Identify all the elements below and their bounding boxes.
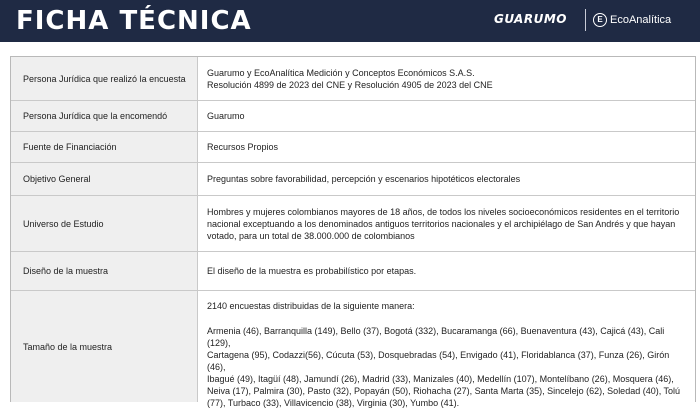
value-line: Recursos Propios <box>207 142 279 152</box>
row-value <box>207 57 687 100</box>
table-row <box>11 132 695 163</box>
value-line: Neiva (17), Palmira (30), Pasto (32), Popayán (50), Riohacha (27), Santa Marta (35), Sincelejo (62), Soledad (40), Tolú <box>207 386 681 396</box>
ecoanalitica-mark-icon: E <box>593 13 607 27</box>
row-label: Fuente de Financiación <box>11 132 198 162</box>
row-label: Persona Jurídica que la encomendó <box>11 101 198 131</box>
page-title: FICHA TÉCNICA <box>16 6 252 36</box>
value-line: El diseño de la muestra es probabilístico por etapas. <box>207 266 417 276</box>
table-row <box>11 291 695 408</box>
row-value <box>207 101 687 131</box>
value-line: Preguntas sobre favorabilidad, percepción y escenarios hipotéticos electorales <box>207 174 521 184</box>
header-bar <box>0 0 700 42</box>
ecoanalitica-name: EcoAnalítica <box>610 14 672 26</box>
table-row <box>11 252 695 291</box>
spacer <box>207 312 687 325</box>
value-line: Resolución 4899 de 2023 del CNE y Resolución 4905 de 2023 del CNE <box>207 79 493 90</box>
ecoanalitica-logo <box>593 11 671 29</box>
value-line: (77), Turbaco (33), Villavicencio (38), Virginia (30), Yumbo (41). <box>207 398 460 408</box>
row-value <box>207 196 687 251</box>
logo-divider <box>585 9 586 31</box>
sample-intro: 2140 encuestas distribuidas de la siguiente manera: <box>207 301 415 311</box>
technical-sheet-table <box>10 56 696 408</box>
value-line: Armenia (46), Barranquilla (149), Bello (37), Bogotá (332), Bucaramanga (66), Buenaventura (43), Cajicá (43), Cali (129), <box>207 326 665 348</box>
value-line: nacional exceptuando a los denominados antiguos territorios nacionales y el archipiélago de San Andrés y que hayan <box>207 218 676 229</box>
row-label: Universo de Estudio <box>11 196 198 251</box>
table-row <box>11 163 695 196</box>
value-line: Guarumo <box>207 111 245 121</box>
value-line: Hombres y mujeres colombianos mayores de 18 años, de todos los niveles socioeconómicos residentes en el territorio <box>207 206 680 217</box>
row-label: Persona Jurídica que realizó la encuesta <box>11 57 198 100</box>
value-line: Cartagena (95), Codazzi(56), Cúcuta (53), Dosquebradas (54), Envigado (41), Floridablanca (37), Funza (26), Girón (46), <box>207 350 670 372</box>
row-value <box>207 132 687 162</box>
table-row <box>11 101 695 132</box>
value-line: Ibagué (49), Itagüí (48), Jamundí (26), Madrid (33), Manizales (40), Medellín (107), Montelíbano (26), Mosquera (46), <box>207 374 674 384</box>
row-value <box>207 291 687 411</box>
table-row <box>11 57 695 101</box>
guarumo-logo: GUARUMO <box>494 12 567 26</box>
row-label: Tamaño de la muestra <box>11 291 198 402</box>
table-row <box>11 196 695 252</box>
row-label: Objetivo General <box>11 163 198 195</box>
row-label: Diseño de la muestra <box>11 252 198 290</box>
row-value <box>207 252 687 290</box>
value-line: votado, para un total de 38.000.000 de colombianos <box>207 230 415 241</box>
row-value <box>207 163 687 195</box>
value-line: Guarumo y EcoAnalítica Medición y Conceptos Económicos S.A.S. <box>207 67 475 78</box>
